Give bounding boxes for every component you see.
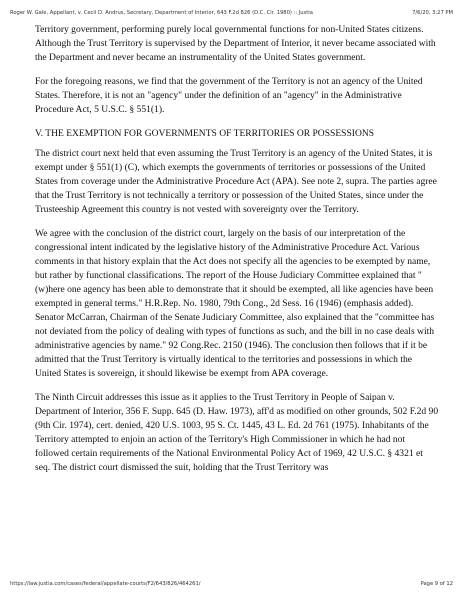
- paragraph: For the foregoing reasons, we find that the government of the Territory is not an agency of the United States. Therefore, it is not an "agency" under the definition of an "agency" in the Administrative Procedure Act, 5 U.S.C. § 551(1).: [35, 76, 423, 115]
- paragraph: The district court next held that even assuming the Trust Territory is an agency of the United States, it is exempt under § 551(1) (C), which exempts the governments of territories or possessions of the United States from coverage under the Administrative Procedure Act (APA). See note 2, supra. The parties agree that the Trust Territory is not technically a territory or possession of the United States, since under the Trusteeship Agreement this country is not vested with sovereignty over the Territory.: [35, 148, 437, 215]
- page-title: Roger W. Gale, Appellant, v. Cecil D. Andrus, Secretary, Department of Interior, 643 F.2d 826 (D.C. Cir. 1980) :: Justia: [10, 10, 313, 16]
- page-url: https://law.justia.com/cases/federal/appellate-courts/F2/643/826/464261/: [10, 581, 201, 587]
- print-header: [10, 10, 453, 18]
- page-number: Page 9 of 12: [420, 581, 453, 587]
- paragraph: The Ninth Circuit addresses this issue as it applies to the Trust Territory in People of Saipan v. Department of Interior, 356 F. Supp. 645 (D. Haw. 1973), aff'd as modified on other grounds, 502 F.2d 90 (9th Cir. 1974), cert. denied, 420 U.S. 1003, 95 S. Ct. 1445, 43 L. Ed. 2d 761 (1975). Inhabitants of the Territory attempted to enjoin an action of the Territory's High Commissioner in which he had not followed certain requirements of the National Environmental Policy Act of 1969, 42 U.S.C. § 4321 et seq. The district court dismissed the suit, holding that the Trust Territory was: [35, 392, 439, 473]
- opinion-text: [35, 23, 439, 485]
- paragraph: Territory government, performing purely local governmental functions for non-United States citizens. Although the Trust Territory is supervised by the Department of Interior, it never became associated with the Department and never became an instrumentality of the United States government.: [35, 24, 436, 63]
- print-datetime: 7/6/20, 3:27 PM: [412, 10, 453, 16]
- print-footer: [10, 581, 453, 589]
- section-heading: V. THE EXEMPTION FOR GOVERNMENTS OF TERRITORIES OR POSSESSIONS: [35, 128, 375, 139]
- paragraph: We agree with the conclusion of the district court, largely on the basis of our interpretation of the congressional intent indicated by the legislative history of the Administrative Procedure Act. Various comments in that history explain that the Act does not specify all the agencies to be exempted by name, but rather by functional classifications. The report of the House Judiciary Committee explained that "(w)here one agency has been able to demonstrate that it should be exempted, all like agencies have been exempted in general terms." H.R.Rep. No. 1980, 79th Cong., 2d Sess. 16 (1946) (emphasis added). Senator McCarran, Chairman of the Senate Judiciary Committee, also explained that the "committee has not deviated from the policy of dealing with types of functions as such, and the bill in no case deals with administrative agencies by name." 92 Cong.Rec. 2150 (1946). The conclusion then follows that if it be admitted that the Trust Territory is virtually identical to the territories and possessions in which the United States is sovereign, it should likewise be exempt from APA coverage.: [35, 228, 435, 379]
